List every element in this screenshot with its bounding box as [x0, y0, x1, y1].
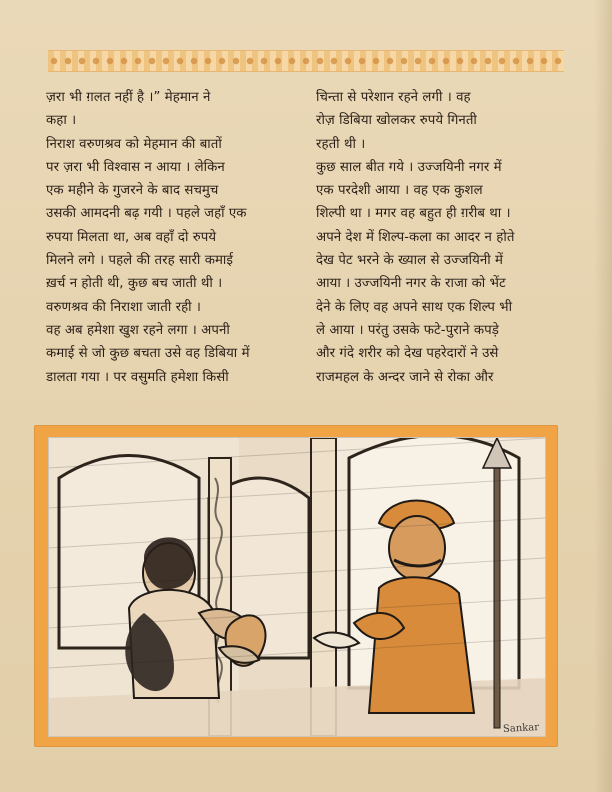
- right-text-column: [316, 86, 568, 389]
- illustration-signature: Sankar: [502, 722, 540, 735]
- illustration-frame: [34, 425, 558, 747]
- left-text-column: [46, 86, 298, 389]
- illustration-art: [49, 438, 545, 736]
- right-paragraph-1: चिन्ता से परेशान रहने लगी । वह रोज़ डिबिया खोलकर रुपये गिनती रहती थी ।: [316, 90, 477, 152]
- left-paragraph-3: वरुणश्रव की निराशा जाती रही । वह अब हमेशा खुश रहने लगा । अपनी कमाई से जो कुछ बचता उसे वह डिबिया में डालता गया । पर वसुमति हमेशा किसी: [46, 299, 250, 385]
- left-paragraph-1: ज़रा भी ग़लत नहीं है ।” मेहमान ने कहा ।: [46, 90, 211, 129]
- illustration: [48, 437, 546, 737]
- left-paragraph-2: निराश वरुणश्रव को मेहमान की बातों पर ज़रा भी विश्वास न आया । लेकिन एक महीने के गुजरने के बाद सचमुच उसकी आमदनी बढ़ गयी । पहले जहाँ एक रुपया मिलता था, अब वहाँ दो रुपये मिलने लगे । पहले की तरह सारी कमाई ख़र्च न होती थी, कुछ बच जाती थी ।: [46, 136, 247, 292]
- top-decorative-border: [48, 50, 564, 72]
- right-paragraph-2: कुछ साल बीत गये । उज्जयिनी नगर में एक परदेशी आया । वह एक कुशल शिल्पी था । मगर वह बहुत ही ग़रीब था । अपने देश में शिल्प-कला का आदर न होते देख पेट भरने के ख्याल से उज्जयिनी में आया । उज्जयिनी नगर के राजा को भेंट देने के लिए वह अपने साथ एक शिल्प भी ले आया । परंतु उसके फटे-पुराने कपड़े और गंदे शरीर को देख पहरेदारों ने उसे राजमहल के अन्दर जाने से रोका और: [316, 159, 515, 385]
